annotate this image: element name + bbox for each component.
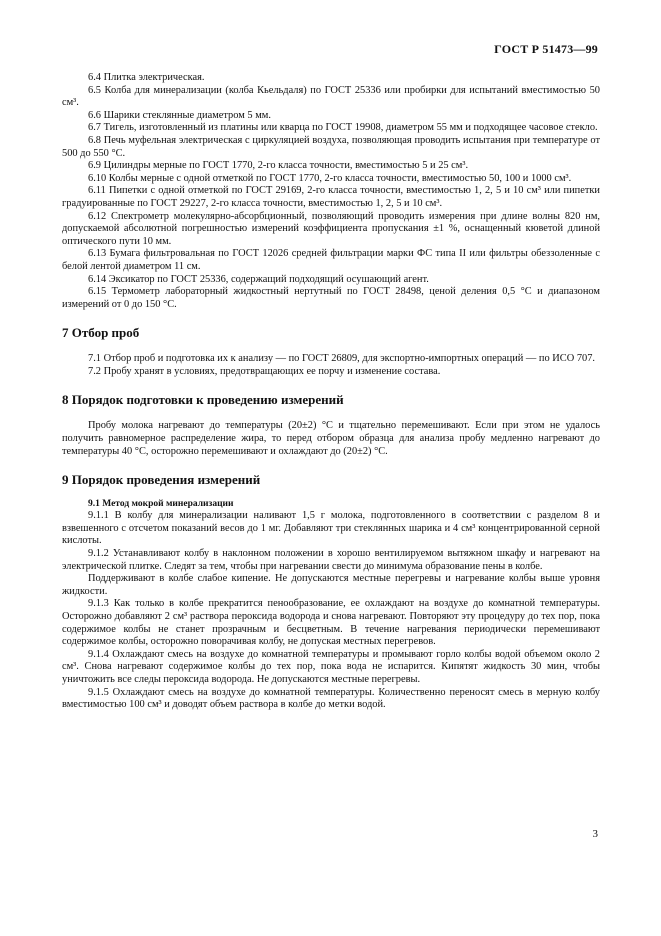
section-8-heading: 8 Порядок подготовки к проведению измерений (62, 392, 344, 408)
section-9-heading: 9 Порядок проведения измерений (62, 472, 261, 488)
page-number: 3 (592, 828, 598, 840)
paragraph-7-1: 7.1 Отбор проб и подготовка их к анализу — по ГОСТ 26809, для экспортно-импортных операций — по ИСО 707. (88, 353, 595, 365)
paragraph-6-8: 6.8 Печь муфельная электрическая с циркуляцией воздуха, позволяющая проводить испытания при температуре от 500 до 550 °С. (62, 134, 600, 159)
paragraph-6-9: 6.9 Цилиндры мерные по ГОСТ 1770, 2-го класса точности, вместимостью 5 и 25 см³. (88, 160, 469, 172)
page-body (62, 72, 600, 712)
paragraph-6-10: 6.10 Колбы мерные с одной отметкой по ГОСТ 1770, 2-го класса точности, вместимостью 50, 100 и 1000 см³. (88, 172, 572, 184)
paragraph-9-1-5: 9.1.5 Охлаждают смесь на воздухе до комнатной температуры. Количественно переносят смесь в мерную колбу вместимостью 100 см³ и доводят объем раствора в колбе до метки водой. (62, 686, 600, 711)
paragraph-9-1-4: 9.1.4 Охлаждают смесь на воздухе до комнатной температуры и промывают горло колбы водой объемом около 2 см³. Снова нагревают содержимое колбы до тех пор, пока вода не испарится. Кипятят жидкость 30 мин, чтобы уничтожить все следы пероксида водорода. Не допускаются местные перегревы. (62, 648, 600, 685)
paragraph-6-11: 6.11 Пипетки с одной отметкой по ГОСТ 29169, 2-го класса точности, вместимостью 1, 2, 5 и 10 см³ или пипетки градуированные по ГОСТ 29227, 2-го класса точности, вместимостью 1, 2, 5 и 10 см³. (62, 185, 600, 209)
paragraph-9-1-2-cont: Поддерживают в колбе слабое кипение. Не допускаются местные перегревы и нагревание колбы выше уровня жидкости. (62, 573, 600, 597)
paragraph-6-7: 6.7 Тигель, изготовленный из платины или кварца по ГОСТ 19908, диаметром 55 мм и подходящее часовое стекло. (88, 122, 598, 134)
paragraph-8: Пробу молока нагревают до температуры (20±2) °С и тщательно перемешивают. Если при этом не удалось получить равномерное распределение жира, то перед отбором образца для анализа пробу медленно нагревают до температуры 40 °С, осторожно перемешивают и охлаждают до (20±2) °С. (62, 420, 600, 457)
paragraph-7-2: 7.2 Пробу хранят в условиях, предотвращающих ее порчу и изменение состава. (88, 365, 441, 377)
paragraph-6-6: 6.6 Шарики стеклянные диаметром 5 мм. (88, 109, 271, 121)
paragraph-9-1-3: 9.1.3 Как только в колбе прекратится пенообразование, ее охлаждают на воздухе до комнатной температуры. Осторожно добавляют 2 см³ раствора пероксида водорода и снова нагревают. Повторяют эту процедуру до тех пор, пока содержимое колбы не станет прозрачным и бесцветным. В течение нагревания периодически перемешивают содержимое колбы, осторожно поворачивая колбу, не допуская местных перегревов. (62, 598, 600, 648)
paragraph-6-15: 6.15 Термометр лабораторный жидкостный нертутный по ГОСТ 28498, ценой деления 0,5 °С и диапазоном измерений от 0 до 150 °С. (62, 286, 600, 310)
document-header: ГОСТ Р 51473—99 (494, 42, 598, 56)
paragraph-9-1-1: 9.1.1 В колбу для минерализации наливают 1,5 г молока, подготовленного в соответствии с разделом 8 и взвешенного с отсчетом показаний весов до 1 мг. Добавляют три стеклянных шарика и 4 см³ концентрированной серной кислоты. (62, 510, 600, 547)
paragraph-6-5: 6.5 Колба для минерализации (колба Кьельдаля) по ГОСТ 25336 или пробирки для испытаний вместимостью 50 см³. (62, 84, 600, 109)
paragraph-6-14: 6.14 Эксикатор по ГОСТ 25336, содержащий подходящий осушающий агент. (88, 273, 429, 285)
paragraph-6-13: 6.13 Бумага фильтровальная по ГОСТ 12026 средней фильтрации марки ФС типа II или фильтры обеззоленные с белой лентой диаметром 11 см. (62, 248, 600, 272)
section-7-heading: 7 Отбор проб (62, 325, 140, 341)
paragraph-9-1-2: 9.1.2 Устанавливают колбу в наклонном положении в хорошо вентилируемом вытяжном шкафу и нагревают на электрической плитке. Следят за тем, чтобы при нагревании свести до минимума образование пены в колбе. (62, 548, 600, 572)
paragraph-6-4: 6.4 Плитка электрическая. (88, 72, 205, 83)
paragraph-6-12: 6.12 Спектрометр молекулярно-абсорбционный, позволяющий проводить измерения при длине волны 820 нм, допускаемой абсолютной погрешностью измерений коэффициента пропускания ±1 %, оснащенный кюветой длиной оптического пути 10 мм. (62, 210, 600, 247)
subsection-9-1-heading: 9.1 Метод мокрой минерализации (88, 499, 234, 510)
